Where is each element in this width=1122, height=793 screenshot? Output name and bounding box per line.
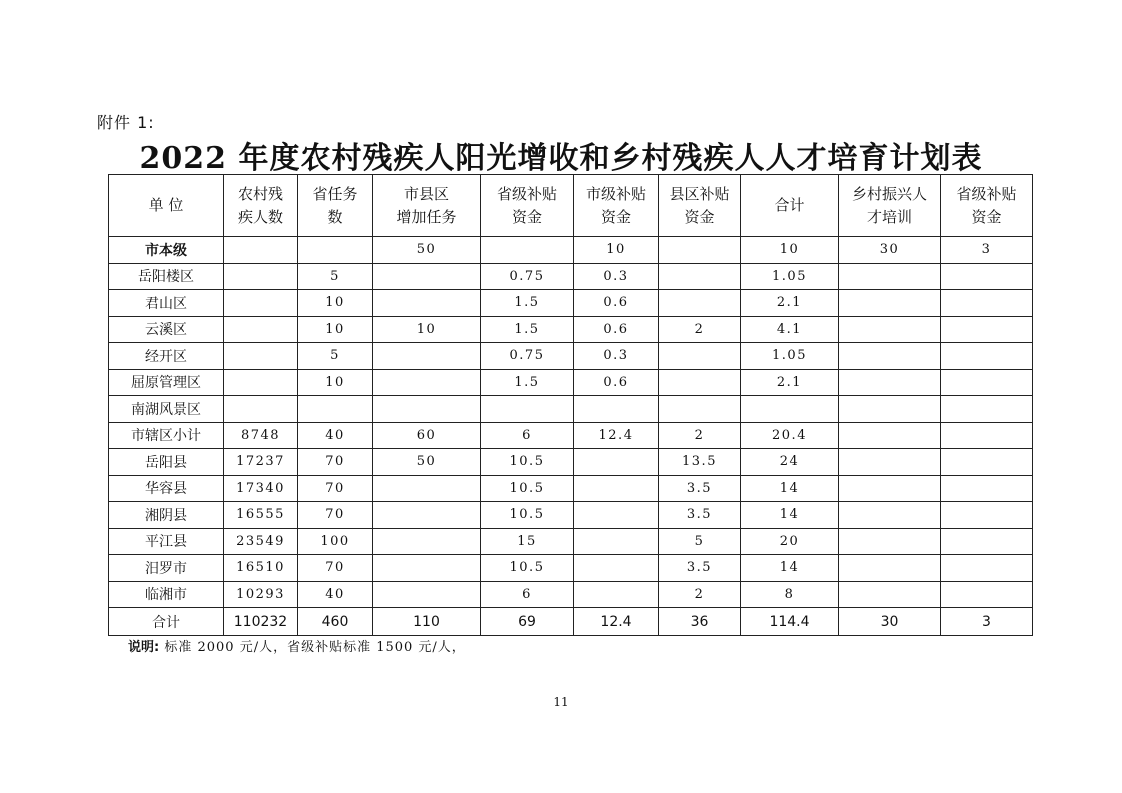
value-cell [659,396,741,423]
value-cell: 0.3 [574,263,659,290]
value-cell [373,528,481,555]
value-cell [373,555,481,582]
value-cell: 17340 [224,475,298,502]
unit-cell: 云溪区 [109,316,224,343]
value-cell [659,343,741,370]
value-cell: 20 [741,528,839,555]
value-cell: 10 [298,290,373,317]
value-cell: 5 [659,528,741,555]
value-cell: 110 [373,608,481,636]
value-cell: 20.4 [741,422,839,449]
value-cell: 70 [298,502,373,529]
value-cell: 0.3 [574,343,659,370]
value-cell: 10 [741,237,839,264]
unit-cell: 岳阳县 [109,449,224,476]
table-row [109,343,1033,370]
value-cell [574,528,659,555]
value-cell: 10293 [224,581,298,608]
value-cell: 10 [298,316,373,343]
value-cell: 5 [298,343,373,370]
value-cell: 2 [659,422,741,449]
value-cell [839,396,941,423]
value-cell [839,316,941,343]
table-row [109,555,1033,582]
value-cell: 14 [741,502,839,529]
value-cell [659,237,741,264]
value-cell: 4.1 [741,316,839,343]
value-cell [941,581,1033,608]
value-cell [574,396,659,423]
value-cell: 70 [298,475,373,502]
value-cell: 30 [839,237,941,264]
table-row [109,502,1033,529]
value-cell: 0.75 [481,263,574,290]
value-cell [941,343,1033,370]
value-cell: 0.6 [574,369,659,396]
value-cell: 16555 [224,502,298,529]
value-cell [481,396,574,423]
unit-cell: 湘阴县 [109,502,224,529]
value-cell: 100 [298,528,373,555]
value-cell [941,528,1033,555]
table-row [109,581,1033,608]
value-cell: 23549 [224,528,298,555]
unit-cell: 市本级 [109,237,224,264]
value-cell [373,290,481,317]
unit-cell: 市辖区小计 [109,422,224,449]
value-cell [941,502,1033,529]
value-cell [839,555,941,582]
value-cell: 50 [373,449,481,476]
table-row [109,449,1033,476]
value-cell: 40 [298,422,373,449]
value-cell [659,290,741,317]
value-cell: 70 [298,555,373,582]
value-cell [224,237,298,264]
note-label: 说明: [128,640,160,655]
column-header: 市级补贴 资金 [574,175,659,237]
value-cell: 60 [373,422,481,449]
value-cell: 50 [373,237,481,264]
unit-cell: 临湘市 [109,581,224,608]
value-cell: 10 [298,369,373,396]
column-header: 市县区 增加任务 [373,175,481,237]
value-cell: 6 [481,422,574,449]
value-cell [839,290,941,317]
value-cell [659,263,741,290]
value-cell [941,422,1033,449]
value-cell [839,343,941,370]
value-cell: 12.4 [574,422,659,449]
value-cell [574,581,659,608]
value-cell: 14 [741,555,839,582]
value-cell [373,475,481,502]
value-cell [941,396,1033,423]
value-cell: 3 [941,237,1033,264]
unit-cell: 君山区 [109,290,224,317]
value-cell: 10 [373,316,481,343]
plan-table [108,174,1033,636]
value-cell: 3.5 [659,555,741,582]
value-cell [574,449,659,476]
attachment-label: 附件 1: [97,113,155,132]
value-cell [298,396,373,423]
value-cell [741,396,839,423]
value-cell: 3.5 [659,475,741,502]
value-cell: 15 [481,528,574,555]
column-header: 县区补贴 资金 [659,175,741,237]
value-cell: 0.75 [481,343,574,370]
value-cell: 30 [839,608,941,636]
column-header: 合计 [741,175,839,237]
value-cell [224,369,298,396]
value-cell: 3.5 [659,502,741,529]
page-number: 11 [553,695,569,709]
value-cell: 2 [659,316,741,343]
value-cell: 40 [298,581,373,608]
value-cell: 2 [659,581,741,608]
value-cell: 14 [741,475,839,502]
value-cell: 460 [298,608,373,636]
table-row [109,263,1033,290]
value-cell [839,475,941,502]
value-cell [298,237,373,264]
unit-cell: 屈原管理区 [109,369,224,396]
value-cell [839,422,941,449]
table-row [109,369,1033,396]
value-cell [659,369,741,396]
unit-cell: 经开区 [109,343,224,370]
column-header: 乡村振兴人 才培训 [839,175,941,237]
value-cell: 10.5 [481,449,574,476]
value-cell: 10.5 [481,502,574,529]
value-cell [839,449,941,476]
value-cell [941,475,1033,502]
value-cell [224,290,298,317]
value-cell [224,343,298,370]
value-cell [481,237,574,264]
value-cell [839,581,941,608]
table-row [109,608,1033,636]
value-cell [839,369,941,396]
value-cell [224,263,298,290]
table-row [109,290,1033,317]
table-row [109,528,1033,555]
table-body [109,237,1033,636]
value-cell: 114.4 [741,608,839,636]
value-cell [373,343,481,370]
value-cell [839,263,941,290]
value-cell: 16510 [224,555,298,582]
table-row [109,475,1033,502]
table-row [109,396,1033,423]
table-row [109,316,1033,343]
value-cell [839,528,941,555]
value-cell: 10 [574,237,659,264]
value-cell [224,396,298,423]
value-cell [574,555,659,582]
value-cell: 1.05 [741,263,839,290]
value-cell: 6 [481,581,574,608]
unit-cell: 南湖风景区 [109,396,224,423]
value-cell [941,263,1033,290]
value-cell [941,316,1033,343]
value-cell: 69 [481,608,574,636]
value-cell: 1.5 [481,290,574,317]
header-row [109,175,1033,237]
value-cell: 70 [298,449,373,476]
value-cell: 10.5 [481,475,574,502]
value-cell: 5 [298,263,373,290]
value-cell: 8 [741,581,839,608]
value-cell [373,263,481,290]
unit-cell: 华容县 [109,475,224,502]
value-cell [373,502,481,529]
value-cell [373,369,481,396]
value-cell [839,502,941,529]
value-cell: 1.5 [481,369,574,396]
value-cell: 1.05 [741,343,839,370]
value-cell: 10.5 [481,555,574,582]
column-header: 省级补贴 资金 [941,175,1033,237]
note-text: 标准 2000 元/人，省级补贴标准 1500 元/人， [164,640,466,655]
value-cell [941,449,1033,476]
value-cell: 110232 [224,608,298,636]
value-cell [574,502,659,529]
value-cell: 0.6 [574,316,659,343]
value-cell: 12.4 [574,608,659,636]
value-cell: 8748 [224,422,298,449]
value-cell: 17237 [224,449,298,476]
column-header: 单 位 [109,175,224,237]
column-header: 省级补贴 资金 [481,175,574,237]
value-cell [373,581,481,608]
table-row [109,237,1033,264]
unit-cell: 合计 [109,608,224,636]
unit-cell: 汨罗市 [109,555,224,582]
value-cell [941,555,1033,582]
column-header: 农村残 疾人数 [224,175,298,237]
value-cell [941,290,1033,317]
value-cell [224,316,298,343]
value-cell [941,369,1033,396]
value-cell: 2.1 [741,290,839,317]
unit-cell: 平江县 [109,528,224,555]
value-cell: 24 [741,449,839,476]
table-row [109,422,1033,449]
value-cell: 1.5 [481,316,574,343]
column-header: 省任务 数 [298,175,373,237]
value-cell: 3 [941,608,1033,636]
document-title: 2022 年度农村残疾人阳光增收和乡村残疾人人才培育计划表 [139,141,983,176]
value-cell: 36 [659,608,741,636]
unit-cell: 岳阳楼区 [109,263,224,290]
table-header [109,175,1033,237]
table-note [128,636,466,655]
value-cell: 13.5 [659,449,741,476]
value-cell [373,396,481,423]
value-cell: 0.6 [574,290,659,317]
value-cell [574,475,659,502]
value-cell: 2.1 [741,369,839,396]
